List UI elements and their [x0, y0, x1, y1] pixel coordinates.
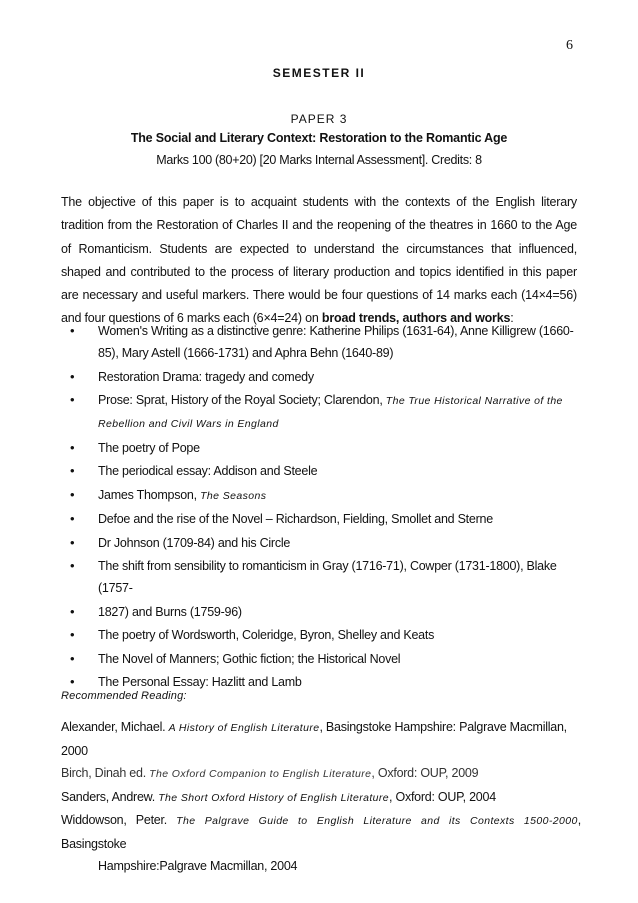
- list-item: • Prose: Sprat, History of the Royal Society; Clarendon, The True Historical Narrative of the Rebellion and Civil Wars in England: [61, 389, 581, 435]
- list-item: • The poetry of Wordsworth, Coleridge, Byron, Shelley and Keats: [61, 624, 581, 646]
- list-item: • Restoration Drama: tragedy and comedy: [61, 366, 581, 388]
- objective-paragraph: [61, 191, 577, 331]
- reference-list: [61, 716, 581, 878]
- list-item: • 1827) and Burns (1759-96): [61, 601, 581, 623]
- list-item: • Women's Writing as a distinctive genre: Katherine Philips (1631-64), Anne Killigrew (1660-85), Mary Astell (1666-1731) and Aphra Behn (1640-89): [61, 320, 581, 364]
- paper-marks: Marks 100 (80+20) [20 Marks Internal Assessment]. Credits: 8: [156, 153, 482, 167]
- objective-emphasis: broad trends, authors and works: [321, 311, 511, 326]
- list-item: • The poetry of Pope: [61, 437, 581, 459]
- paper-title: The Social and Literary Context: Restoration to the Romantic Age: [130, 131, 508, 145]
- recommended-reading-label: Recommended Reading:: [61, 690, 187, 702]
- topic-list: [61, 320, 581, 695]
- reference-item: Sanders, Andrew. The Short Oxford History of English Literature, Oxford: OUP, 2004: [61, 789, 496, 804]
- reference-item: Birch, Dinah ed. The Oxford Companion to English Literature, Oxford: OUP, 2009: [61, 766, 479, 780]
- list-item: • Dr Johnson (1709-84) and his Circle: [61, 532, 581, 554]
- reference-item: Alexander, Michael. A History of English Literature, Basingstoke Hampshire: Palgrave Macmillan, 2000: [61, 720, 567, 758]
- reference-item: Widdowson, Peter. The Palgrave Guide to English Literature and its Contexts 1500-2000, Basingstoke: [61, 813, 581, 851]
- page-number: 6: [566, 38, 573, 53]
- list-item: • The periodical essay: Addison and Steele: [61, 460, 581, 482]
- list-item: • The Personal Essay: Hazlitt and Lamb: [61, 671, 581, 693]
- paper-number: PAPER 3: [290, 112, 348, 126]
- objective-end: :: [510, 311, 514, 326]
- reference-item-continuation: Hampshire:Palgrave Macmillan, 2004: [98, 859, 298, 873]
- list-item: • The Novel of Manners; Gothic fiction; the Historical Novel: [61, 648, 581, 670]
- objective-text: The objective of this paper is to acquaint students with the contexts of the English literary tradition from the Restoration of Charles II and the reopening of the theatres in 1660 to the Age of Romanticism. Students are expected to understand the circumstances that influenced, shaped and contributed to the process of literary production and topics identified in this paper are necessary and useful markers. There would be four questions of 14 marks each (14×4=56) and four questions of 6 marks each (6×4=24) on: [61, 195, 577, 326]
- list-item: • Defoe and the rise of the Novel – Richardson, Fielding, Smollet and Sterne: [61, 508, 581, 530]
- list-item: • James Thompson, The Seasons: [61, 484, 581, 507]
- list-item: • The shift from sensibility to romanticism in Gray (1716-71), Cowper (1731-1800), Blake (1757-: [61, 555, 581, 599]
- semester-heading: SEMESTER II: [272, 66, 366, 80]
